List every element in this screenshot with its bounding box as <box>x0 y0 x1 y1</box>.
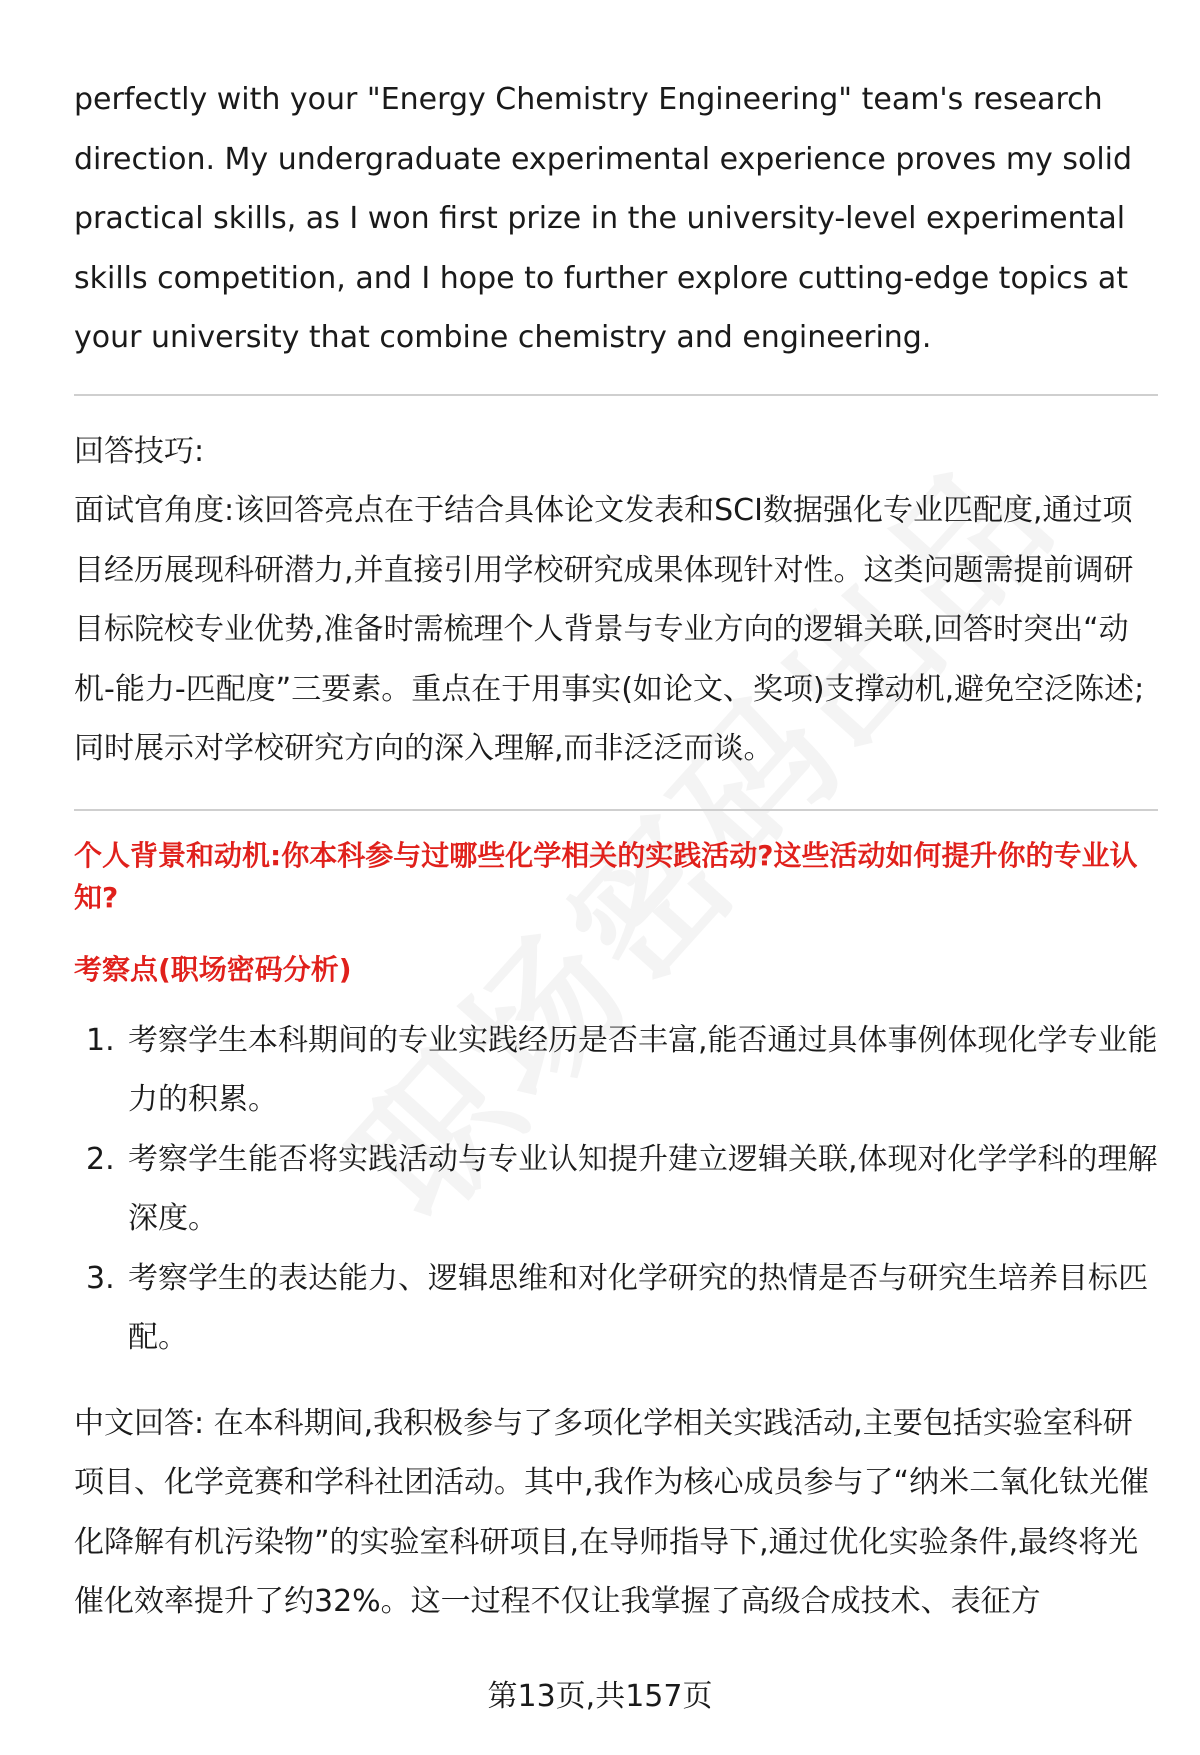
intro-paragraph: perfectly with your "Energy Chemistry Engineering" team's research direction. My undergraduate experimental experience proves my solid practical skills, as I won first prize in the university-level experimental skills competition, and I hope to further explore cutting-edge topics at your university that combine chemistry and engineering. <box>74 82 1133 355</box>
document-page <box>74 70 1158 1632</box>
divider <box>74 809 1158 811</box>
list-item <box>74 1249 1158 1368</box>
list-number: 2. <box>86 1141 115 1177</box>
list-item-text: 考察学生能否将实践活动与专业认知提升建立逻辑关联,体现对化学学科的理解深度。 <box>128 1141 1158 1236</box>
divider <box>74 394 1158 396</box>
tips-text: 面试官角度:该回答亮点在于结合具体论文发表和SCI数据强化专业匹配度,通过项目经历展现科研潜力,并直接引用学校研究成果体现针对性。这类问题需提前调研目标院校专业优势,准备时需梳理个人背景与专业方向的逻辑关联,回答时突出“动机-能力-匹配度”三要素。重点在于用事实(如论文、奖项)支撑动机,避免空泛陈述;同时展示对学校研究方向的深入理解,而非泛泛而谈。 <box>74 493 1145 766</box>
list-item <box>74 1011 1158 1130</box>
list-number: 3. <box>86 1260 115 1296</box>
list-number: 1. <box>86 1022 115 1058</box>
points-list <box>74 1011 1158 1368</box>
list-item-text: 考察学生的表达能力、逻辑思维和对化学研究的热情是否与研究生培养目标匹配。 <box>128 1260 1148 1355</box>
points-title: 考察点(职场密码分析) <box>74 952 352 986</box>
page-footer: 第13页,共157页 <box>487 1679 713 1714</box>
list-item-text: 考察学生本科期间的专业实践经历是否丰富,能否通过具体事例体现化学专业能力的积累。 <box>128 1022 1158 1117</box>
question-heading: 个人背景和动机:你本科参与过哪些化学相关的实践活动?这些活动如何提升你的专业认知? <box>74 838 1138 914</box>
tips-label: 回答技巧: <box>74 433 205 469</box>
list-item <box>74 1130 1158 1249</box>
chinese-answer: 中文回答: 在本科期间,我积极参与了多项化学相关实践活动,主要包括实验室科研项目、化学竞赛和学科社团活动。其中,我作为核心成员参与了“纳米二氧化钛光催化降解有机污染物”的实验室科研项目,在导师指导下,通过优化实验条件,最终将光催化效率提升了约32%。这一过程不仅让我掌握了高级合成技术、表征方 <box>74 1405 1150 1619</box>
